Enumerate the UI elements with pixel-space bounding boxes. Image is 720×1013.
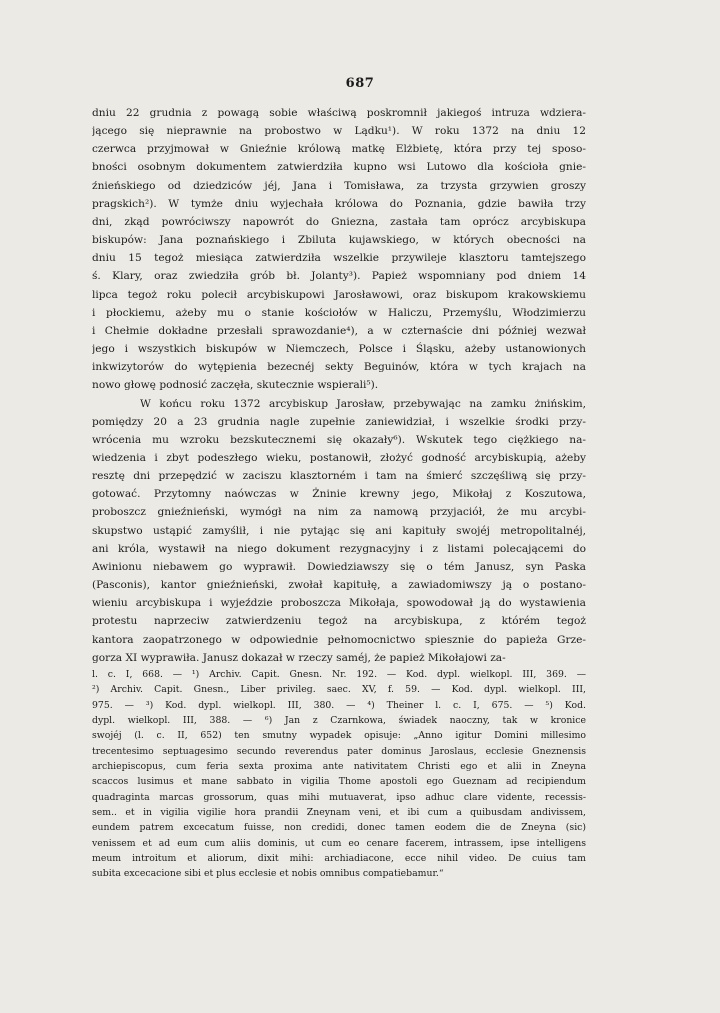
text-line: wiedzenia i zbyt podeszłego wieku, postanowił, złożyć godność arcybiskupią, ażeby bbox=[92, 451, 586, 464]
footnote-line: subita excecacione sibi et plus ecclesie et nobis omnibus compatiebamur.“ bbox=[92, 868, 444, 880]
text-line: gorza XI wyprawiła. Janusz dokazał w rzeczy saméj, że papież Mikołajowi za- bbox=[92, 651, 506, 664]
text-line: jego i wszystkich biskupów w Niemczech, Polsce i Śląsku, ażeby ustanowionych bbox=[92, 343, 586, 356]
main-text bbox=[92, 104, 586, 667]
footnote-line: ²) Archiv. Capit. Gnesn., Liber privileg. saec. XV, f. 59. — Kod. dypl. wielkopl. III, bbox=[92, 684, 586, 696]
footnote-line: swojéj (l. c. II, 652) ten smutny wypadek opisuje: „Anno igitur Domini millesimo bbox=[92, 730, 586, 742]
text-line: jącego się nieprawnie na probostwo w Lądku¹). W roku 1372 na dniu 12 bbox=[92, 125, 586, 138]
footnote-line: dypl. wielkopl. III, 388. — ⁶) Jan z Czarnkowa, świadek naoczny, tak w kronice bbox=[92, 715, 586, 727]
footnote-line: 975. — ³) Kod. dypl. wielkopl. III, 380. — ⁴) Theiner l. c. I, 675. — ⁵) Kod. bbox=[92, 699, 586, 711]
footnote-line: sem.. et in vigilia vigilie hora prandii Zneynam veni, et ibi cum a quibusdam andivissem, bbox=[92, 807, 586, 819]
text-line: ś. Klary, oraz zwiedziła grób bł. Jolanty³). Papież wspomniany pod dniem 14 bbox=[92, 270, 586, 283]
footnote-line: venissem et ad eum cum aliis dominis, ut cum eo cenare facerem, intrassem, ipse intelligens bbox=[92, 837, 586, 849]
footnote-line: scaccos lusimus et mane sabbato in vigilia Thome apostoli ego Gueznam ad recipiendum bbox=[92, 776, 586, 788]
footnote-line: eundem patrem excecatum fuisse, non credidi, donec tamen eodem die de Zneyna (sic) bbox=[92, 822, 586, 834]
footnote-line: l. c. I, 668. — ¹) Archiv. Capit. Gnesn. Nr. 192. — Kod. dypl. wielkopl. III, 369. — bbox=[92, 669, 586, 680]
text-line: Awinionu niebawem go wyprawił. Dowiedziawszy się o tém Janusz, syn Paska bbox=[92, 560, 586, 573]
text-line: inkwizytorów do wytępienia bezecnéj sekty Beguinów, która w tych krajach na bbox=[92, 361, 586, 374]
text-line: i płockiemu, ażeby mu o stanie kościołów w Haliczu, Przemyślu, Włodzimierzu bbox=[92, 306, 586, 319]
text-line: nowo głowę podnosić zaczęła, skutecznie wspierali⁵). bbox=[92, 379, 379, 392]
text-line: dni, zkąd powróciwszy napowrót do Gniezna, zastała tam oprócz arcybiskupa bbox=[92, 215, 586, 228]
text-line: biskupów: Jana poznańskiego i Zbiluta kujawskiego, w których obecności na bbox=[92, 234, 586, 247]
text-line: ani króla, wystawił na niego dokument rezygnacyjny i z listami polecającemi do bbox=[92, 542, 586, 555]
text-line: protestu naprzeciw zatwierdzeniu tegoż na arcybiskupa, z którém tegoż bbox=[92, 615, 586, 628]
text-line: wrócenia mu wzroku bezskutecznemi się okazały⁶). Wskutek tego ciężkiego na- bbox=[92, 433, 586, 446]
text-line: gotować. Przytomny naówczas w Żninie krewny jego, Mikołaj z Koszutowa, bbox=[92, 488, 586, 501]
footnote-line: archiepiscopus, cum feria sexta proxima ante nativitatem Christi ego et alii in Zneyna bbox=[92, 761, 586, 773]
text-line: i Chełmie dokładne przesłali sprawozdanie⁴), a w czternaście dni później wezwał bbox=[92, 324, 586, 337]
text-line: lipca tegoż roku polecił arcybiskupowi Jarosławowi, oraz biskupom krakowskiemu bbox=[92, 288, 586, 301]
text-line: pragskich²). W tymże dniu wyjechała królowa do Poznania, gdzie bawiła trzy bbox=[92, 197, 586, 210]
page-number: 687 bbox=[345, 76, 375, 91]
footnote-line: meum introitum et aliorum, dixit mihi: archiadiacone, ecce nihil video. De cuius tam bbox=[92, 853, 586, 865]
text-line: dniu 15 tegoż miesiąca zatwierdziła wszelkie przywileje klasztoru tamtejszego bbox=[92, 252, 586, 265]
footnotes bbox=[92, 667, 586, 882]
footnote-line: quadraginta marcas grossorum, quas mihi mutuaverat, ipso adhuc clare vidente, recessis- bbox=[92, 791, 586, 803]
text-line: bności osobnym dokumentem zatwierdziła kupno wsi Lutowo dla kościoła gnie- bbox=[92, 161, 586, 174]
text-line: proboszcz gnieźnieński, wymógł na nim za namową przyjaciół, że mu arcybi- bbox=[92, 506, 586, 519]
footnote-line: trecentesimo septuagesimo secundo reverendus pater dominus Jaroslaus, ecclesie Gneznensis bbox=[92, 745, 586, 757]
text-line: kantora zaopatrzonego w odpowiednie pełnomocnictwo spiesznie do papieża Grze- bbox=[92, 633, 586, 646]
text-line: W końcu roku 1372 arcybiskup Jarosław, przebywając na zamku żnińskim, bbox=[140, 397, 586, 410]
text-line: czerwca przyjmował w Gnieźnie królową matkę Elżbietę, która przy tej sposo- bbox=[92, 143, 586, 156]
text-line: wieniu arcybiskupa i wyjeździe proboszcza Mikołaja, spowodował ją do wystawienia bbox=[92, 597, 586, 610]
text-line: pomiędzy 20 a 23 grudnia nagle zupełnie zaniewidział, i wszelkie środki przy- bbox=[92, 415, 586, 428]
text-line: resztę dni przepędzić w zaciszu klasztorném i tam na śmierć szczęśliwą się przy- bbox=[92, 470, 586, 483]
text-line: (Pasconis), kantor gnieźnieński, zwołał kapitułę, a zawiadomiwszy ją o postano- bbox=[92, 579, 586, 592]
text-line: źnieńskiego od dziedziców jéj, Jana i Tomisława, za trzysta grzywien groszy bbox=[92, 179, 586, 192]
text-line: skupstwo ustąpić zamyślił, i nie pytając się ani kapituły swojéj metropolitalnéj, bbox=[92, 524, 586, 537]
text-line: dniu 22 grudnia z powagą sobie właściwą poskromnił jakiegoś intruza wdziera- bbox=[92, 107, 586, 119]
